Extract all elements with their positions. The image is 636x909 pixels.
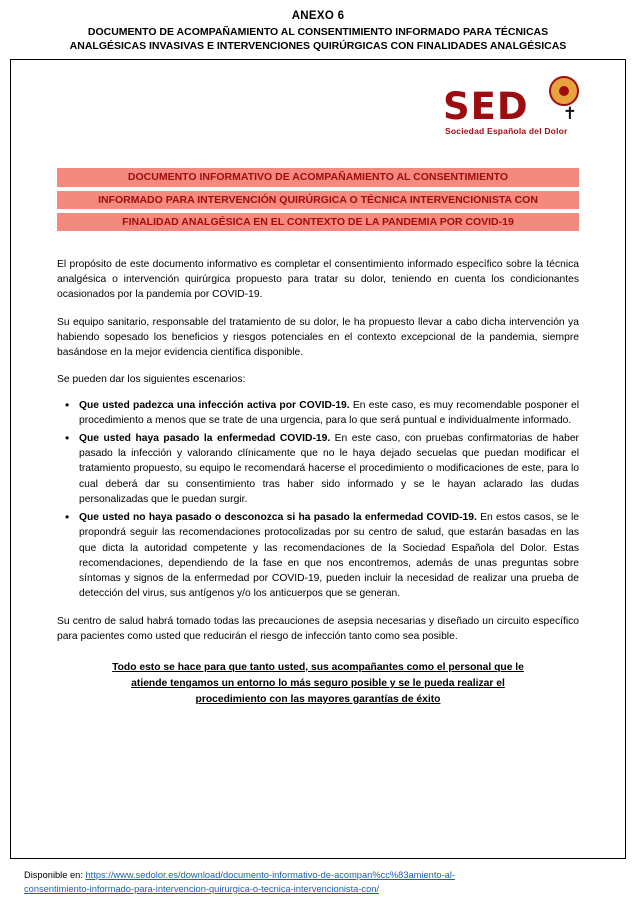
annex-title: ANEXO 6 <box>291 10 345 22</box>
sed-logo-caption: Sociedad Española del Dolor <box>445 126 568 137</box>
list-item <box>79 510 579 601</box>
document-subtitle-line-2: ANALGÉSICAS INVASIVAS E INTERVENCIONES QUIRÚRGICAS CON FINALIDADES ANALGÉSICAS <box>69 40 567 53</box>
document-subtitle-line-1: DOCUMENTO DE ACOMPAÑAMIENTO AL CONSENTIMIENTO INFORMADO PARA TÉCNICAS <box>87 26 549 38</box>
document-body-box <box>10 59 626 859</box>
footer-source <box>10 865 626 896</box>
closing-statement <box>51 660 585 708</box>
source-link-continued[interactable]: consentimiento-informado-para-intervencion-quirurgica-o-tecnica-intervencionista-con/ <box>24 883 379 894</box>
document-text <box>57 257 579 644</box>
source-link[interactable]: https://www.sedolor.es/download/documento-informativo-de-acompan%cc%83amiento-al- <box>85 870 455 881</box>
scenario-1-bold: Que usted padezca una infección activa por COVID-19. <box>79 399 350 411</box>
paragraph-asepsis: Su centro de salud habrá tomado todas las precauciones de asepsia necesarias y diseñado un circuito específico para pacientes como usted que reducirán el riesgo de infección tanto como sea posible. <box>57 615 579 642</box>
logo-area <box>27 70 609 140</box>
paragraph-purpose: El propósito de este documento informativo es completar el consentimiento informado específico sobre la técnica analgésica o intervención quirúrgica propuesto para tratar su dolor, teniendo en cuenta los condicionantes ocasionados por la pandemia por COVID-19. <box>57 258 579 301</box>
list-item <box>79 431 579 507</box>
highlighted-title-line-1: DOCUMENTO INFORMATIVO DE ACOMPAÑAMIENTO AL CONSENTIMIENTO <box>57 168 579 186</box>
highlighted-title <box>57 168 579 231</box>
scenario-2-bold: Que usted haya pasado la enfermedad COVID-19. <box>79 432 331 444</box>
scenario-3-bold: Que usted no haya pasado o desconozca si ha pasado la enfermedad COVID-19. <box>79 512 477 524</box>
sed-logo-acronym: SED <box>443 85 529 129</box>
scenario-3-text: En estos casos, se le propondrá seguir las recomendaciones protocolizadas por su centro de salud, que estarán basadas en las que dicta la autoridad competente y las recomendaciones de la Sociedad Española del Dolor. Estas recomendaciones, dependiendo de la fase en que nos encontremos, además de unas preguntas sobre síntomas y signos de la enfermedad por COVID-19, pueden incluir la necesidad de realizar una prueba de detección del virus, sus antígenos y/o los anticuerpos que se generan. <box>79 512 579 600</box>
sed-logo <box>435 76 595 140</box>
closing-line-3: procedimiento con las mayores garantías de éxito <box>195 693 441 705</box>
list-item <box>79 398 579 428</box>
footer-label: Disponible en: <box>24 870 86 881</box>
needle-icon: ✝ <box>562 104 577 125</box>
document-subtitle <box>10 25 626 53</box>
scenario-1-text: En este caso, es muy recomendable posponer el procedimiento a menos que se trate de una urgencia, para lo que será puntual e individualmente informado. <box>79 399 579 426</box>
scenarios-list <box>57 398 579 602</box>
scenario-2-text: En este caso, con pruebas confirmatorias de haber pasado la infección y valorando clínicamente que no le haya dejado secuelas que puedan modificar el tratamiento propuesto, su equipo le recomendará hacerse el procedimiento o modificaciones de este, para lo cual deberá dar su consentimiento tras haber sido informado y se le hayan aclarado las dudas personalizadas que le puedan surgir. <box>79 432 579 505</box>
highlighted-title-line-3: FINALIDAD ANALGÉSICA EN EL CONTEXTO DE LA PANDEMIA POR COVID-19 <box>57 213 579 231</box>
paragraph-scenarios-intro: Se pueden dar los siguientes escenarios: <box>57 374 246 386</box>
paragraph-team: Su equipo sanitario, responsable del tratamiento de su dolor, le ha propuesto llevar a cabo dicha intervención ya habiendo sopesado los beneficios y riesgos potenciales en el contexto excepcional de la pandemia, siempre basándose en la mejor evidencia científica disponible. <box>57 316 579 359</box>
highlighted-title-line-2: INFORMADO PARA INTERVENCIÓN QUIRÚRGICA O TÉCNICA INTERVENCIONISTA CON <box>57 191 579 209</box>
closing-line-1: Todo esto se hace para que tanto usted, sus acompañantes como el personal que le <box>112 662 524 674</box>
closing-line-2: atiende tengamos un entorno lo más seguro posible y se le pueda realizar el <box>131 677 505 689</box>
target-icon <box>549 76 579 106</box>
